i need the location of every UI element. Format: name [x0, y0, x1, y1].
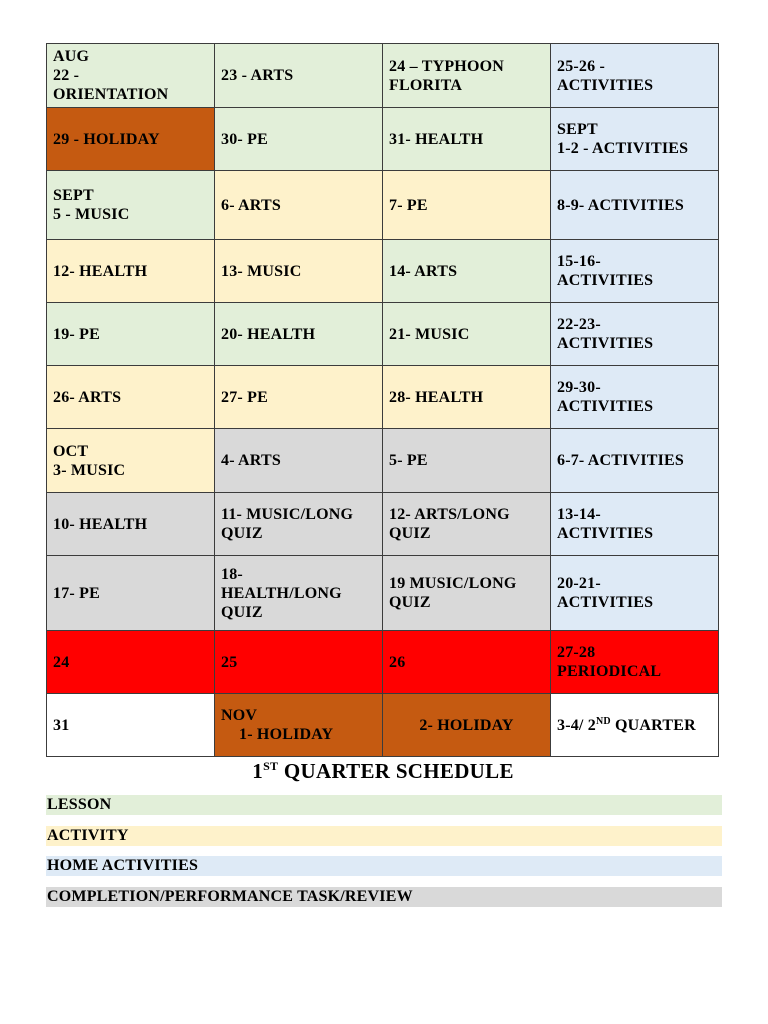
- cell-text: 13-14-: [557, 506, 601, 523]
- cell-text: 5- PE: [389, 452, 428, 469]
- schedule-cell: [383, 366, 551, 429]
- schedule-cell: [551, 694, 719, 757]
- schedule-cell: [383, 429, 551, 493]
- schedule-cell: [215, 44, 383, 108]
- cell-text: ACTIVITIES: [557, 76, 654, 94]
- table-row: [47, 240, 719, 303]
- table-row: [47, 171, 719, 240]
- cell-text: 10- HEALTH: [53, 515, 148, 533]
- schedule-cell: [551, 303, 719, 366]
- cell-text: 19 MUSIC/LONG: [389, 575, 517, 592]
- cell-text: ACTIVITIES: [557, 525, 654, 542]
- cell-text: QUIZ: [389, 594, 431, 611]
- cell-text: 25: [221, 653, 238, 671]
- schedule-cell: [383, 556, 551, 631]
- cell-text: 31- HEALTH: [389, 130, 484, 148]
- schedule-cell: [551, 240, 719, 303]
- cell-text: QUIZ: [221, 603, 263, 621]
- cell-text: 3- MUSIC: [53, 461, 126, 479]
- cell-text: QUIZ: [221, 525, 263, 542]
- legend-lesson: [46, 795, 722, 815]
- title-prefix: 1: [252, 759, 264, 783]
- table-row: [47, 694, 719, 757]
- cell-text: 3-4/ 2: [557, 716, 596, 734]
- cell-text: 6- ARTS: [221, 196, 281, 214]
- schedule-cell: [47, 108, 215, 171]
- legend-label: ACTIVITY: [47, 827, 129, 844]
- schedule-cell: [47, 694, 215, 757]
- cell-text: 13- MUSIC: [221, 262, 302, 280]
- cell-text: 21- MUSIC: [389, 325, 470, 343]
- legend-activity: [46, 826, 722, 846]
- cell-text: 11- MUSIC/LONG: [221, 506, 354, 523]
- cell-text: 23 - ARTS: [221, 67, 294, 84]
- cell-text: 24 – TYPHOON: [389, 57, 505, 75]
- schedule-cell: [551, 108, 719, 171]
- legend-label: COMPLETION/PERFORMANCE TASK/REVIEW: [47, 888, 413, 905]
- schedule-cell: [383, 694, 551, 757]
- cell-text: 18-: [221, 565, 243, 583]
- cell-text: 26- ARTS: [53, 388, 122, 406]
- schedule-cell: [47, 240, 215, 303]
- schedule-cell: [215, 171, 383, 240]
- cell-text: QUARTER: [610, 716, 696, 734]
- cell-text: ACTIVITIES: [557, 594, 654, 611]
- cell-text: 24: [53, 653, 70, 671]
- cell-text: ACTIVITIES: [557, 398, 654, 415]
- cell-text: OCT: [53, 442, 89, 460]
- cell-text: 4- ARTS: [221, 452, 281, 469]
- schedule-cell: [215, 556, 383, 631]
- schedule-cell: [215, 429, 383, 493]
- legend-label: LESSON: [47, 796, 112, 813]
- cell-text: 19- PE: [53, 325, 100, 343]
- cell-text: 27- PE: [221, 388, 268, 406]
- cell-text: PERIODICAL: [557, 663, 662, 680]
- cell-text: NOV: [221, 707, 258, 724]
- cell-text: 12- ARTS/LONG: [389, 506, 510, 523]
- schedule-cell: [215, 493, 383, 556]
- schedule-body: [47, 44, 719, 757]
- schedule-cell: [215, 366, 383, 429]
- cell-text: 5 - MUSIC: [53, 206, 130, 223]
- schedule-cell: [47, 556, 215, 631]
- schedule-cell: [551, 493, 719, 556]
- title-rest: QUARTER SCHEDULE: [278, 759, 514, 783]
- cell-text: QUIZ: [389, 525, 431, 542]
- table-row: [47, 429, 719, 493]
- cell-text: 25-26 -: [557, 57, 606, 75]
- cell-text: FLORITA: [389, 76, 463, 94]
- schedule-cell: [47, 366, 215, 429]
- schedule-cell: [383, 108, 551, 171]
- schedule-cell: [551, 556, 719, 631]
- schedule-cell: [551, 366, 719, 429]
- schedule-cell: [215, 694, 383, 757]
- cell-text: ACTIVITIES: [557, 272, 654, 289]
- legend-review: [46, 887, 722, 907]
- cell-text: 29 - HOLIDAY: [53, 130, 160, 148]
- schedule-cell: [383, 240, 551, 303]
- schedule-cell: [47, 44, 215, 108]
- cell-text: 20- HEALTH: [221, 325, 316, 343]
- cell-superscript: ND: [595, 715, 611, 727]
- schedule-cell: [551, 429, 719, 493]
- cell-text: 30- PE: [221, 130, 268, 148]
- cell-text: ORIENTATION: [53, 86, 169, 103]
- cell-text: [557, 716, 712, 735]
- schedule-cell: [383, 44, 551, 108]
- cell-text: 2- HOLIDAY: [419, 716, 514, 734]
- table-row: [47, 108, 719, 171]
- cell-text: 17- PE: [53, 584, 100, 602]
- cell-text: 28- HEALTH: [389, 388, 484, 406]
- cell-text: SEPT: [53, 187, 94, 204]
- schedule-cell: [383, 493, 551, 556]
- cell-text: 1- HOLIDAY: [239, 726, 334, 743]
- schedule-cell: [383, 303, 551, 366]
- cell-text: 22-23-: [557, 316, 601, 333]
- table-row: [47, 303, 719, 366]
- title-superscript: ST: [263, 759, 279, 773]
- cell-text: AUG: [53, 48, 90, 65]
- schedule-cell: [551, 631, 719, 694]
- schedule-cell: [215, 303, 383, 366]
- schedule-table: [46, 43, 719, 757]
- schedule-title: [46, 758, 720, 784]
- table-row: [47, 366, 719, 429]
- schedule-cell: [47, 631, 215, 694]
- table-row: [47, 556, 719, 631]
- table-row: [47, 493, 719, 556]
- schedule-cell: [383, 631, 551, 694]
- schedule-cell: [47, 171, 215, 240]
- schedule-cell: [215, 108, 383, 171]
- cell-text: 29-30-: [557, 379, 601, 396]
- schedule-cell: [47, 493, 215, 556]
- table-row: [47, 44, 719, 108]
- cell-text: SEPT: [557, 121, 598, 138]
- schedule-cell: [551, 171, 719, 240]
- cell-text: 7- PE: [389, 196, 428, 214]
- cell-text: ACTIVITIES: [557, 335, 654, 352]
- cell-text: 31: [53, 716, 70, 734]
- cell-text: 6-7- ACTIVITIES: [557, 452, 685, 469]
- schedule-cell: [383, 171, 551, 240]
- cell-text: 15-16-: [557, 253, 601, 270]
- schedule-cell: [47, 303, 215, 366]
- schedule-cell: [215, 631, 383, 694]
- cell-text: 27-28: [557, 644, 596, 661]
- schedule-cell: [551, 44, 719, 108]
- table-row: [47, 631, 719, 694]
- cell-text: 26: [389, 653, 406, 671]
- cell-text: HEALTH/LONG: [221, 584, 342, 602]
- legend-home-activities: [46, 856, 722, 876]
- cell-text: 20-21-: [557, 575, 601, 592]
- cell-text: 1-2 - ACTIVITIES: [557, 140, 689, 157]
- cell-text: 8-9- ACTIVITIES: [557, 196, 685, 214]
- cell-text: 22 -: [53, 67, 80, 84]
- cell-text: 14- ARTS: [389, 262, 458, 280]
- schedule-cell: [47, 429, 215, 493]
- schedule-cell: [215, 240, 383, 303]
- legend-label: HOME ACTIVITIES: [47, 857, 199, 874]
- cell-text: 12- HEALTH: [53, 262, 148, 280]
